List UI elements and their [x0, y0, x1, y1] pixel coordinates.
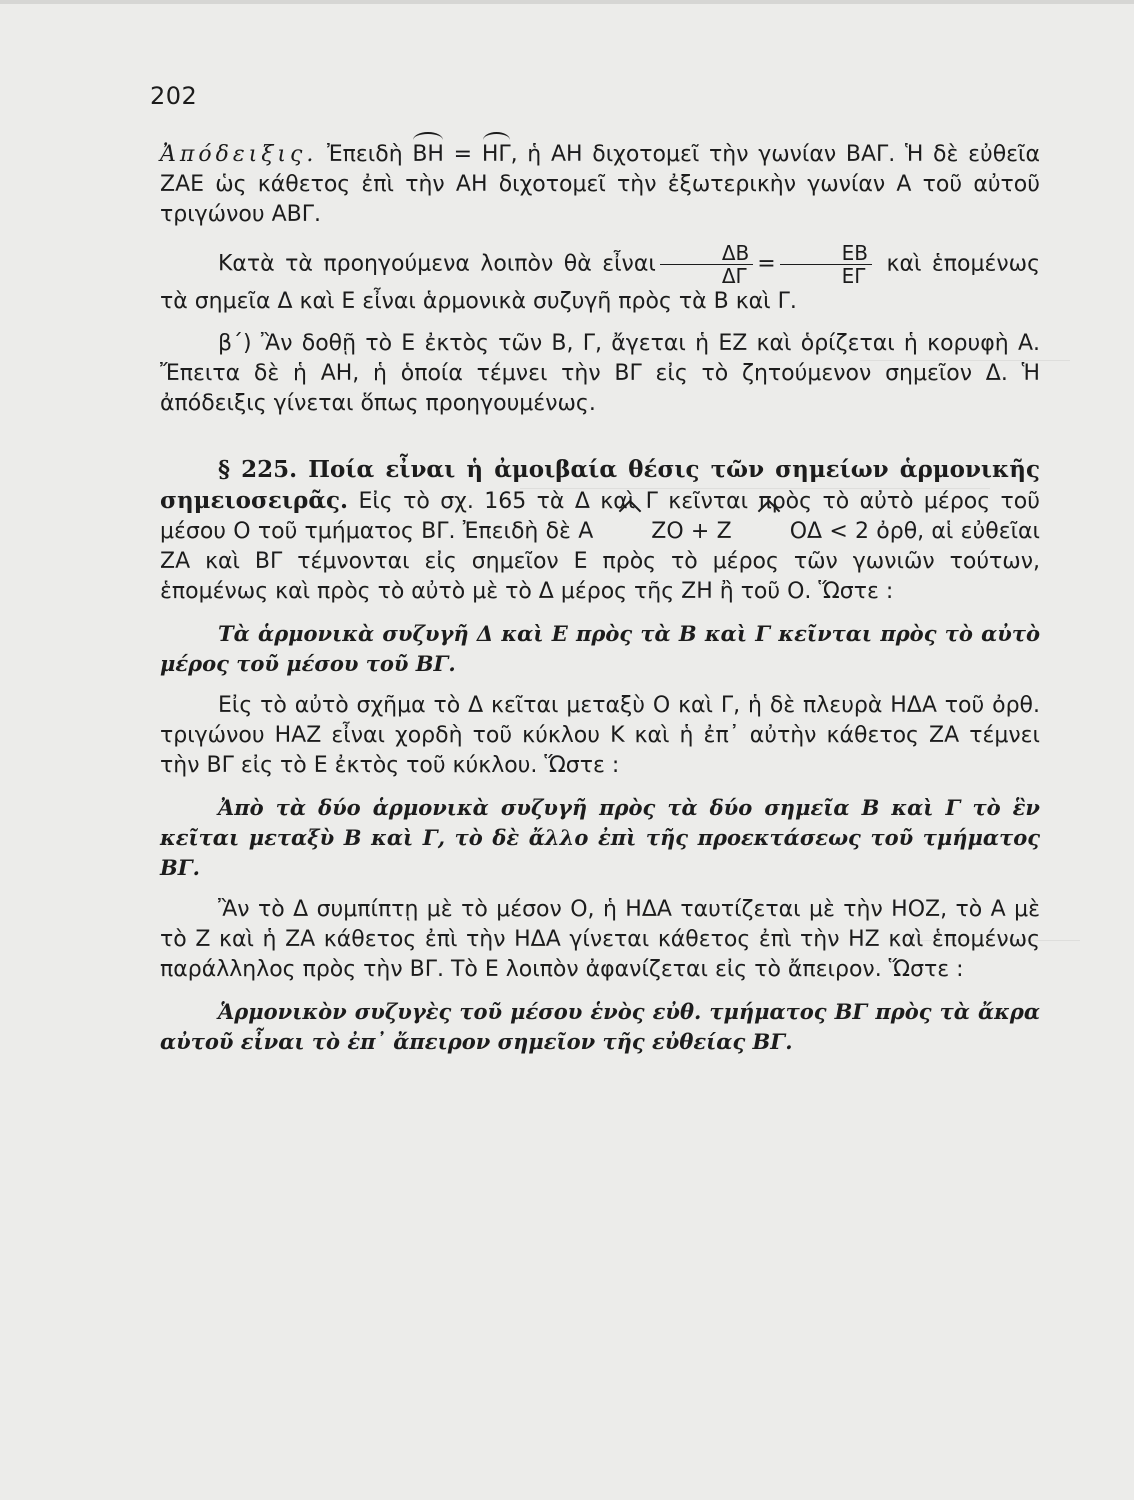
- equals-sign: =: [757, 251, 776, 277]
- angle-hat-z: Ζ: [593, 517, 666, 547]
- proof-label: Ἀπόδειξις.: [160, 142, 318, 167]
- page-number: 202: [150, 82, 198, 110]
- chord-paragraph: Εἰς τὸ αὐτὸ σχῆμα τὸ Δ κεῖται μεταξὺ Ο καὶ Γ, ἡ δὲ πλευρὰ ΗΔΑ τοῦ ὀρθ. τριγώνου ΗΑΖ εἶναι χορδὴ τοῦ κύκλου Κ καὶ ἡ ἐπ᾽ αὐτὴν κάθετος ΖΑ τέμνει τὴν ΒΓ εἰς τὸ Ε ἐκτὸς τοῦ κύκλου. Ὥστε :: [160, 693, 1040, 778]
- angle-hat-o: Ο: [732, 517, 807, 547]
- arc-hg: ΗΓ: [482, 140, 511, 170]
- ratio-paragraph: Κατὰ τὰ προηγούμενα λοιπὸν θὰ εἶναι $\frac{\Delta B}{\Delta\Gamma}$ = $\frac{EB}{E\Gamma}$ καὶ ἑπομένως τὰ σημεῖα Δ καὶ Ε εἶναι ἁρμονικὰ συζυγῆ πρὸς τὰ Β καὶ Γ.: [160, 241, 1041, 314]
- section-225-paragraph: § 225. Ποία εἶναι ἡ ἀμοιβαία θέσις τῶν σημείων ἁρμονικῆς σημειοσειρᾶς. Εἰς τὸ σχ. 165 τὰ Δ καὶ Γ κεῖνται πρὸς τὸ αὐτὸ μέρος τοῦ μέσου Ο τοῦ τμήματος ΒΓ. Ἐπειδὴ δὲ Α ΖΟ + Ζ ΟΔ < 2 ὀρθ, αἱ εὐθεῖαι ΖΑ καὶ ΒΓ τέμνονται εἰς σημεῖον Ε πρὸς τὸ μέρος τῶν γωνιῶν τούτων, ἑπομένως καὶ πρὸς τὸ αὐτὸ μὲ τὸ Δ μέρος τῆς ΖΗ ἢ τοῦ Ο. Ὥστε :: [160, 456, 1040, 604]
- case-b-paragraph: β´) Ἂν δοθῇ τὸ Ε ἐκτὸς τῶν Β, Γ, ἄγεται ἡ ΕΖ καὶ ὁρίζεται ἡ κορυφὴ Α. Ἔπειτα δὲ ἡ ΑΗ, ἡ ὁποία τέμνει τὴν ΒΓ εἰς τὸ ζητούμενον σημεῖον Δ. Ἡ ἀπόδειξις γίνεται ὅπως προηγουμένως.: [160, 331, 1040, 416]
- midpoint-paragraph: Ἂν τὸ Δ συμπίπτῃ μὲ τὸ μέσον Ο, ἡ ΗΔΑ ταυτίζεται μὲ τὴν ΗΟΖ, τὸ Α μὲ τὸ Ζ καὶ ἡ ΖΑ κάθετος ἐπὶ τὴν ΗΔΑ γίνεται κάθετος ἐπὶ τὴν ΗΖ καὶ ἑπομένως παράλληλος πρὸς τὴν ΒΓ. Τὸ Ε λοιπὸν ἀφανίζεται εἰς τὸ ἄπειρον. Ὥστε :: [160, 897, 1040, 982]
- theorem-statement-3: Ἁρμονικὸν συζυγὲς τοῦ μέσου ἑνὸς εὐθ. τμήματος ΒΓ πρὸς τὰ ἄκρα αὐτοῦ εἶναι τὸ ἐπ᾽ ἄπειρον σημεῖον τῆς εὐθείας ΒΓ.: [160, 999, 1040, 1054]
- arc-bh: ΒΗ: [412, 140, 444, 170]
- page-body: [160, 140, 1040, 1057]
- proof-paragraph: Ἀπόδειξις. Ἐπειδὴ ΒΗ = ΗΓ, ἡ ΑΗ διχοτομεῖ τὴν γωνίαν ΒΑΓ. Ἡ δὲ εὐθεῖα ΖΑΕ ὡς κάθετος ἐπὶ τὴν ΑΗ διχοτομεῖ τὴν ἐξωτερικὴν γωνίαν Α τοῦ αὐτοῦ τριγώνου ΑΒΓ.: [160, 142, 1040, 227]
- section-heading: § 225. Ποία εἶναι ἡ ἀμοιβαία θέσις τῶν σημείων ἁρμονικῆς σημειοσειρᾶς.: [160, 456, 1040, 514]
- theorem-statement-2: Ἀπὸ τὰ δύο ἁρμονικὰ συζυγῆ πρὸς τὰ δύο σημεῖα Β καὶ Γ τὸ ἓν κεῖται μεταξὺ Β καὶ Γ, τὸ δὲ ἄλλο ἐπὶ τῆς προεκτάσεως τοῦ τμήματος ΒΓ.: [160, 795, 1040, 880]
- fraction-db-dg: $\frac{\Delta B}{\Delta\Gamma}$: [660, 242, 753, 287]
- theorem-statement-1: Τὰ ἁρμονικὰ συζυγῆ Δ καὶ Ε πρὸς τὰ Β καὶ Γ κεῖνται πρὸς τὸ αὐτὸ μέρος τοῦ μέσου τοῦ ΒΓ.: [160, 621, 1040, 676]
- fraction-eb-eg: $\frac{EB}{E\Gamma}$: [780, 242, 872, 287]
- page-top-edge: [0, 0, 1134, 4]
